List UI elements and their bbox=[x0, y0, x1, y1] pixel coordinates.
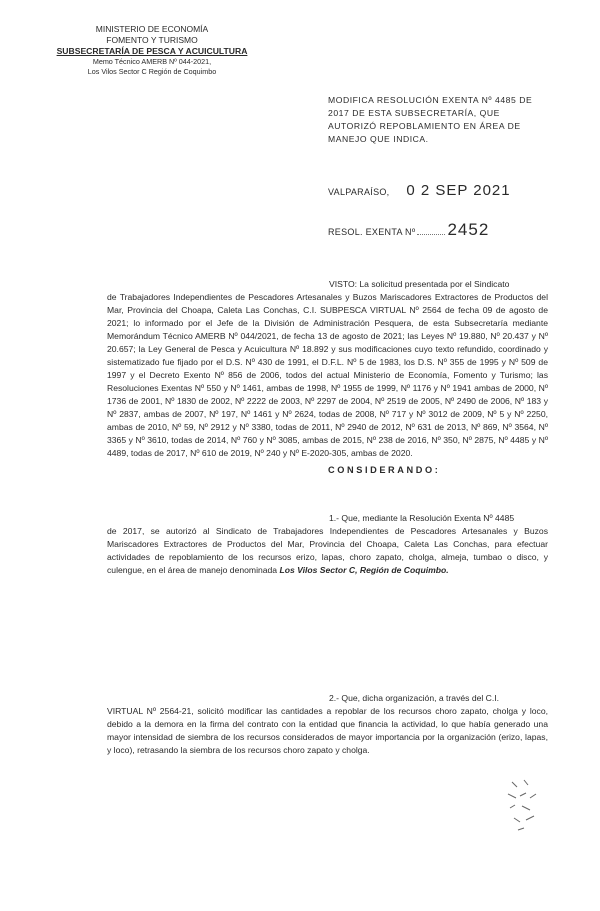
considerando-2-lead: 2.- Que, dicha organización, a través del C.I. bbox=[329, 693, 500, 703]
stamped-date: 0 2 SEP 2021 bbox=[406, 182, 511, 199]
visto-paragraph bbox=[107, 278, 548, 460]
considerando-2-body: VIRTUAL Nº 2564-21, solicitó modificar las cantidades a repoblar de los recursos choro zapato, cholga y loco, debido a la demora en la firma del contrato con la entidad que financia la actividad, lo que había generado una mayor intensidad de siembra de los recursos considerados de mayor importancia por la organización (erizo, lapas, y loco), retrasando la siembra de los recursos choro zapato y cholga. bbox=[107, 706, 548, 755]
area-reference: Los Vilos Sector C Región de Coquimbo bbox=[87, 67, 217, 76]
resolution-number: 2452 bbox=[447, 220, 490, 239]
ministry-name: MINISTERIO DE ECONOMÍA bbox=[95, 24, 209, 34]
considerando-item-2 bbox=[107, 692, 548, 757]
resolution-number-line bbox=[328, 220, 489, 240]
considerando-item-1 bbox=[107, 512, 548, 577]
date-line bbox=[328, 182, 511, 199]
resolution-label: RESOL. EXENTA Nº bbox=[328, 227, 416, 237]
considerando-1-body: de 2017, se autorizó al Sindicato de Trabajadores Independientes de Pescadores Artesanales y Buzos Mariscadores Extractores de Productos del Mar, Provincia del Choapa, Caleta Las Conchas, para efectuar actividades de repoblamiento de los recursos erizo, lapas, choro zapato, cholga, almeja, tumbao o disco, y culengue, en el área de manejo denominada Los Vilos Sector C, Región de Coquimbo. bbox=[107, 526, 548, 575]
area-name-emphasis: Los Vilos Sector C, Región de Coquimbo. bbox=[279, 565, 449, 575]
subsecretaria-name: SUBSECRETARÍA DE PESCA Y ACUICULTURA bbox=[56, 46, 248, 56]
ministry-name-line2: FOMENTO Y TURISMO bbox=[106, 35, 198, 45]
visto-lead: VISTO: La solicitud presentada por el Sindicato bbox=[329, 279, 510, 289]
considerando-1-lead: 1.- Que, mediante la Resolución Exenta Nº 4485 bbox=[329, 513, 515, 523]
city: VALPARAÍSO, bbox=[328, 187, 390, 197]
considerando-heading: CONSIDERANDO: bbox=[328, 465, 441, 475]
number-blank-line bbox=[417, 234, 445, 235]
resolution-title: MODIFICA RESOLUCIÓN EXENTA Nº 4485 DE 2017 DE ESTA SUBSECRETARÍA, QUE AUTORIZÓ REPOBLAMIENTO EN ÁREA DE MANEJO QUE INDICA. bbox=[328, 95, 533, 144]
letterhead bbox=[52, 24, 252, 77]
memo-reference: Memo Técnico AMERB Nº 044-2021, bbox=[92, 57, 212, 66]
handwritten-mark-icon bbox=[504, 778, 544, 838]
visto-body: de Trabajadores Independientes de Pescadores Artesanales y Buzos Mariscadores Extractores de Productos del Mar, Provincia del Choapa, Caleta Las Conchas, C.I. SUBPESCA VIRTUAL Nº 2564 de fecha 09 de agosto de 2021; lo informado por el Jefe de la División de Administración Pesquera, de esta Subsecretaría mediante Memorándum Técnico AMERB Nº 044/2021, de fecha 13 de agosto de 2021; las Leyes Nº 19.880, Nº 20.437 y Nº 20.657; la Ley General de Pesca y Acuicultura Nº 18.892 y sus modificaciones cuyo texto refundido, coordinado y sistematizado fue fijado por el D.S. Nº 430 de 1991, el D.F.L. Nº 5 de 1983, los D.S. Nº 355 de 1995 y Nº 509 de 1997 y el Decreto Exento Nº 856 de 2006, todos del actual Ministerio de Economía, Fomento y Turismo; las Resoluciones Exentas Nº 550 y Nº 1461, ambas de 1998, Nº 1955 de 1999, Nº 1176 y Nº 1941 ambas de 2000, Nº 1736 de 2001, Nº 1830 de 2002, Nº 2222 de 2003, Nº 2297 de 2004, Nº 2519 de 2005, Nº 2490 de 2006, Nº 183 y Nº 2837, ambas de 2007, Nº 197, Nº 1461 y Nº 2624, todas de 2008, Nº 717 y Nº 3012 de 2009, Nº 5 y Nº 2250, ambas de 2010, Nº 59, Nº 2912 y Nº 3380, todas de 2011, Nº 2940 de 2012, Nº 631 de 2013, Nº 869, Nº 3564, Nº 3365 y Nº 3610, todas de 2014, Nº 760 y Nº 3085, ambas de 2015, Nº 238 de 2016, Nº 350, Nº 2875, Nº 4485 y Nº 4489, todas de 2017, Nº 610 de 2019, Nº 240 y Nº E-2020-305, ambas de 2020. bbox=[107, 292, 548, 458]
